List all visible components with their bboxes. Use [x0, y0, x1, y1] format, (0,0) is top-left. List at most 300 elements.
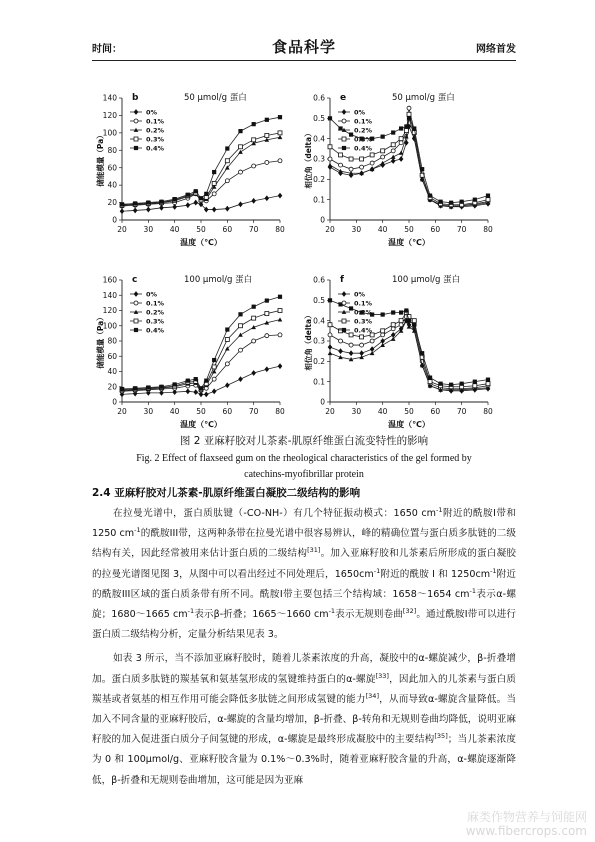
chart-e-data-point	[381, 149, 385, 153]
chart-f-data-point	[407, 319, 411, 323]
chart-e-legend-marker	[342, 146, 346, 150]
chart-f-data-point	[391, 327, 395, 331]
chart-b-y-tick-label: 40	[107, 180, 117, 190]
chart-e-data-point	[486, 198, 490, 202]
chart-e-data-point	[391, 143, 395, 147]
chart-b-data-point	[252, 122, 256, 126]
chart-e-x-tick-label: 70	[456, 225, 467, 234]
chart-e-series-2	[328, 116, 491, 209]
chart-f-x-tick-label: 40	[377, 407, 388, 416]
chart-c-legend-entry	[130, 327, 165, 335]
chart-c-data-point	[120, 387, 124, 391]
chart-c-x-tick-label: 40	[169, 407, 180, 416]
chart-b-x-tick-label: 60	[222, 225, 233, 234]
chart-e-data-point	[349, 167, 353, 171]
chart-c-legend-label: 0.1%	[146, 299, 165, 308]
chart-f-y-tick-label: 0	[320, 397, 325, 407]
chart-e-data-point	[370, 153, 374, 157]
chart-b-data-point	[239, 170, 243, 174]
chart-f-data-point	[486, 382, 490, 386]
figure-caption-en-line1: Fig. 2 Effect of flaxseed gum on the rheological characteristics of the gel formed by	[136, 453, 472, 464]
chart-f-legend-marker	[342, 328, 346, 332]
chart-b-legend-entry	[130, 118, 165, 126]
chart-e-data-point	[428, 194, 432, 198]
chart-f-data-point	[328, 323, 332, 327]
chart-f-series-0	[328, 318, 491, 394]
chart-c-y-label: 储能模量（Pa）	[96, 313, 105, 369]
chart-c-legend-entry	[130, 318, 165, 326]
chart-e-y-tick-label: 0.1	[313, 195, 325, 205]
chart-f-data-point	[486, 378, 490, 382]
chart-c-series-2	[120, 317, 283, 392]
chart-f-legend-label: 0.3%	[354, 317, 373, 326]
chart-e-y-label: 相位角（delta）	[304, 129, 313, 189]
chart-e-legend-marker	[342, 119, 346, 123]
chart-c-x-tick-label: 20	[117, 407, 127, 416]
chart-b-data-point	[204, 192, 208, 196]
chart-f-y-tick-label: 0.3	[313, 336, 325, 346]
chart-c-y-tick-label: 20	[107, 382, 117, 392]
chart-c-data-point	[212, 365, 216, 369]
para1-ref1: [31]	[307, 546, 321, 555]
chart-b-legend-label: 0.2%	[146, 126, 165, 135]
chart-c-data-point	[278, 309, 282, 313]
chart-f-legend-label: 0.2%	[354, 308, 373, 317]
chart-f-data-point	[349, 343, 353, 347]
chart-e-data-point	[381, 155, 385, 159]
chart-f-y-label: 相位角（delta）	[304, 311, 313, 371]
header-online-first: 网络首发	[476, 44, 516, 55]
chart-c-data-point	[239, 348, 243, 352]
chart-f-series-4	[328, 298, 490, 387]
chart-e-data-point	[349, 157, 353, 161]
chart-e-data-point	[473, 198, 477, 202]
chart-f-data-point	[428, 380, 432, 384]
chart-b-y-tick-label: 0	[112, 215, 117, 225]
chart-b-data-point	[186, 202, 191, 208]
chart-f-data-point	[420, 351, 424, 355]
chart-e-legend-entry	[338, 145, 373, 153]
chart-b-data-point	[225, 159, 229, 163]
para2-ref2: [34]	[365, 691, 379, 700]
chart-b-legend-marker	[134, 137, 138, 141]
chart-c-data-point	[265, 366, 270, 372]
chart-c-data-point	[238, 376, 243, 382]
chart-e-data-point	[399, 141, 403, 145]
chart-c-title: 100 μmol/g 蛋白	[184, 275, 253, 285]
chart-e-data-point	[399, 126, 403, 130]
chart-f-x-tick-label: 60	[430, 407, 441, 416]
chart-f-data-point	[404, 308, 408, 312]
chart-f-legend-entry	[338, 327, 373, 335]
chart-c-x-label: 温度（℃）	[180, 420, 222, 429]
chart-e-data-point	[486, 194, 490, 198]
paragraph-table3	[92, 649, 516, 790]
chart-b-data-point	[278, 159, 282, 163]
chart-f-data-point	[460, 382, 464, 386]
para1-sup7: -1	[328, 606, 336, 615]
para2-ref3: [35]	[434, 732, 448, 741]
chart-c-y-tick-label: 0	[112, 397, 117, 407]
chart-b-legend-label: 0%	[146, 108, 158, 117]
chart-e-legend-entry	[338, 109, 366, 117]
chart-f-data-point	[360, 335, 364, 339]
chart-c-data-point	[159, 385, 163, 389]
chart-c-legend-label: 0.3%	[146, 317, 165, 326]
chart-b-x-label: 温度（℃）	[180, 238, 222, 247]
chart-e-data-point	[338, 169, 343, 173]
chart-c-data-point	[252, 316, 256, 320]
chart-e-data-point	[391, 130, 395, 134]
chart-b-x-tick-label: 80	[275, 225, 285, 234]
chart-c-data-point	[204, 379, 208, 383]
figure-caption-en-line2: catechins-myofibrillar protein	[244, 469, 364, 480]
chart-c-data-point	[252, 339, 256, 343]
para1-sup6: -1	[187, 606, 195, 615]
para1-text-h: 表示β-折叠；1665～1660 cm	[194, 609, 329, 621]
page-header	[92, 38, 516, 61]
chart-f-data-point	[381, 333, 385, 337]
chart-b-y-tick-label: 20	[107, 198, 117, 208]
para1-sup5: -1	[469, 586, 477, 595]
chart-f-legend-label: 0%	[354, 290, 366, 299]
para2-text-a: 如表 3 所示，当不添加亚麻籽胶时，随着儿茶素浓度的升高，凝胶中的α-螺旋减少，β-折叠增加。蛋白质多肽链的羰基氧和氨基氢形成的氢键维持蛋白的α-螺旋	[92, 653, 516, 685]
chart-b-legend-entry	[130, 127, 165, 135]
chart-b-x-tick-label: 70	[248, 225, 259, 234]
chart-b-data-point	[146, 200, 150, 204]
section-heading: 2.4 亚麻籽胶对儿茶素-肌原纤维蛋白凝胶二级结构的影响	[92, 487, 361, 499]
chart-c-data-point	[278, 317, 283, 321]
para2-text-d: ；当儿茶素浓度为 0 和 100μmol/g、亚麻籽胶含量为 0.1%～0.3%时，随着亚麻籽胶含量的升高，α-螺旋逐渐降低，β-折叠和无规则卷曲增加，这可能是因为亚麻	[92, 734, 516, 786]
chart-b-data-point	[265, 195, 270, 201]
chart-e-x-label: 温度（℃）	[388, 238, 430, 247]
chart-e-legend-label: 0.1%	[354, 117, 373, 126]
chart-f-x-tick-label: 20	[325, 407, 335, 416]
chart-f-data-point	[360, 343, 364, 347]
chart-c-legend-marker	[134, 319, 138, 323]
chart-f-legend-entry	[338, 291, 366, 299]
chart-e-data-point	[349, 133, 353, 137]
chart-b-data-point	[238, 129, 242, 133]
chart-c-data-point	[199, 386, 203, 390]
chart-b-data-point	[278, 193, 283, 199]
figure-caption-zh: 图 2 亚麻籽胶对儿茶素-肌原纤维蛋白流变特性的影响	[179, 435, 429, 447]
chart-f-y-tick-label: 0.5	[313, 295, 325, 305]
chart-f-legend-label: 0.1%	[354, 299, 373, 308]
chart-f-legend-entry	[338, 318, 373, 326]
chart-b-data-point	[265, 160, 269, 164]
chart-e-data-point	[339, 163, 343, 167]
chart-f-data-point	[399, 310, 403, 314]
chart-e-y-tick-label: 0	[320, 215, 325, 225]
chart-e-data-point	[328, 157, 332, 161]
chart-b-series-4	[120, 115, 282, 206]
chart-f-data-point	[349, 306, 353, 310]
chart-f-data-point	[412, 319, 416, 323]
chart-c-x-tick-label: 30	[143, 407, 154, 416]
chart-c-legend-marker	[134, 301, 138, 305]
chart-e-panel-letter: e	[340, 93, 347, 103]
chart-c-series-line	[122, 335, 280, 391]
chart-c-legend-label: 0%	[146, 290, 158, 299]
chart-c-y-tick-label: 80	[107, 336, 117, 346]
chart-e-data-point	[328, 116, 332, 120]
chart-c-legend-entry	[130, 309, 165, 317]
chart-c-y-tick-label: 100	[102, 321, 117, 331]
chart-b-data-point	[120, 208, 125, 214]
chart-b-data-point	[212, 170, 216, 174]
chart-c-data-point	[146, 385, 150, 389]
chart-f-y-tick-label: 0.4	[313, 316, 325, 326]
para1-text-c: 的酰胺III带，这两种条带在拉曼光谱中很容易辨认，峰的精确位置与蛋白质多肽链的二级结构有关，因此经常被用来估计蛋白质的二级结构	[92, 528, 516, 560]
chart-b-storage-modulus	[92, 84, 300, 254]
chart-f-data-point	[328, 298, 332, 302]
chart-f-data-point	[391, 310, 395, 314]
chart-b-y-label: 储能模量（Pa）	[96, 131, 105, 187]
chart-c-series-3	[120, 309, 282, 392]
chart-c-y-tick-label: 40	[107, 367, 117, 377]
chart-f-data-point	[391, 323, 395, 327]
para1-text-e: 附近的酰胺 I 和 1250cm	[380, 568, 491, 580]
chart-b-data-point	[159, 200, 163, 204]
chart-f-legend-entry	[338, 309, 373, 317]
chart-c-data-point	[193, 389, 198, 395]
para1-ref2: [32]	[402, 606, 417, 615]
chart-e-legend-label: 0.3%	[354, 135, 373, 144]
chart-b-y-tick-label: 100	[102, 128, 117, 138]
chart-e-x-tick-label: 40	[377, 225, 388, 234]
chart-f-data-point	[381, 312, 385, 316]
chart-b-data-point	[238, 201, 243, 207]
figure-caption-en	[92, 451, 516, 483]
chart-e-data-point	[407, 106, 411, 110]
chart-b-data-point	[278, 115, 282, 119]
chart-b-x-tick-label: 50	[196, 225, 206, 234]
para1-sup2: -1	[134, 526, 141, 535]
chart-f-data-point	[338, 348, 343, 354]
chart-e-data-point	[370, 161, 374, 165]
watermark-site-name: 麻类作物营养与饲能网	[466, 810, 587, 824]
chart-e-legend-marker	[342, 109, 347, 115]
chart-e-data-point	[399, 137, 403, 141]
chart-c-legend-entry	[130, 291, 158, 299]
chart-b-legend-entry	[130, 145, 165, 153]
chart-f-data-point	[349, 350, 354, 356]
chart-e-legend-entry	[338, 127, 373, 135]
chart-e-phase-angle	[300, 84, 510, 254]
chart-f-data-point	[399, 323, 403, 327]
chart-c-data-point	[212, 377, 216, 381]
chart-e-data-point	[420, 167, 424, 171]
chart-e-data-point	[404, 124, 408, 128]
chart-c-x-tick-label: 60	[222, 407, 233, 416]
chart-e-data-point	[460, 200, 464, 204]
chart-f-data-point	[439, 382, 443, 386]
chart-e-data-point	[328, 163, 333, 167]
chart-b-x-tick-label: 30	[143, 225, 154, 234]
chart-c-data-point	[133, 386, 137, 390]
chart-c-data-point	[186, 388, 191, 394]
chart-e-y-tick-label: 0.4	[313, 134, 325, 144]
chart-b-data-point	[194, 189, 198, 193]
chart-b-data-point	[239, 145, 243, 149]
chart-f-phase-angle	[300, 266, 510, 436]
para1-sup3: -1	[373, 566, 381, 575]
paragraph-raman	[92, 504, 516, 645]
chart-b-x-tick-label: 40	[169, 225, 180, 234]
chart-c-data-point	[278, 333, 282, 337]
para1-text-j: 。通过酰胺I带可以进行蛋白质二级结构分析，定量分析结果见表 3。	[92, 609, 516, 641]
chart-e-y-tick-label: 0.5	[313, 113, 325, 123]
chart-c-data-point	[251, 370, 256, 376]
chart-c-data-point	[238, 333, 243, 337]
chart-e-legend-marker	[342, 137, 346, 141]
chart-e-x-tick-label: 30	[351, 225, 362, 234]
chart-c-x-tick-label: 80	[275, 407, 285, 416]
chart-b-data-point	[252, 164, 256, 168]
watermark-url: www.fibercrops.com	[465, 824, 587, 838]
chart-f-legend-marker	[342, 301, 346, 305]
chart-b-x-tick-label: 20	[117, 225, 127, 234]
chart-e-data-point	[391, 155, 396, 159]
chart-c-data-point	[239, 324, 243, 328]
chart-f-data-point	[370, 339, 374, 343]
chart-b-y-tick-label: 60	[107, 163, 117, 173]
chart-f-data-point	[473, 380, 477, 384]
para1-text-a: 在拉曼光谱中，蛋白质肽键（-CO-NH-）有几个特征振动模式：1650 cm	[113, 508, 437, 519]
chart-e-data-point	[399, 151, 404, 155]
chart-c-data-point	[225, 337, 229, 341]
chart-c-data-point	[225, 362, 229, 366]
chart-f-data-point	[412, 323, 416, 327]
chart-c-data-point	[212, 388, 217, 394]
chart-f-x-label: 温度（℃）	[388, 420, 430, 429]
chart-e-x-tick-label: 80	[483, 225, 493, 234]
chart-b-data-point	[193, 200, 198, 206]
chart-c-data-point	[278, 363, 283, 369]
chart-b-legend-marker	[134, 109, 139, 115]
chart-e-data-point	[391, 158, 396, 164]
chart-c-y-tick-label: 120	[102, 306, 117, 316]
chart-c-series-4	[120, 295, 282, 391]
chart-f-x-tick-label: 70	[456, 407, 467, 416]
chart-e-data-point	[412, 126, 416, 130]
chart-b-data-point	[173, 197, 177, 201]
chart-b-legend-entry	[130, 136, 165, 144]
chart-e-data-point	[380, 161, 385, 165]
chart-f-legend-marker	[342, 319, 346, 323]
para1-text-i: 表示无规则卷曲	[335, 609, 403, 621]
chart-f-data-point	[399, 319, 403, 323]
chart-b-data-point	[212, 181, 216, 185]
chart-c-legend-marker	[134, 328, 138, 332]
chart-e-y-tick-label: 0.6	[313, 93, 325, 103]
chart-e-y-tick-label: 0.2	[313, 174, 325, 184]
chart-f-panel-letter: f	[340, 275, 344, 285]
chart-c-data-point	[278, 295, 282, 299]
chart-e-legend-label: 0.2%	[354, 126, 373, 135]
chart-c-x-tick-label: 70	[248, 407, 259, 416]
chart-c-data-point	[265, 312, 269, 316]
chart-f-data-point	[328, 344, 333, 350]
chart-c-legend-label: 0.4%	[146, 326, 165, 335]
para1-text-f: 附近的酰胺III区域的蛋白质条带有所不同。酰胺I带主要包括三个结构域：1658～1654 cm	[92, 568, 516, 600]
chart-c-data-point	[194, 377, 198, 381]
chart-b-legend-label: 0.3%	[146, 135, 165, 144]
chart-f-legend-marker	[342, 291, 347, 297]
chart-b-legend-entry	[130, 109, 158, 117]
chart-c-data-point	[186, 379, 190, 383]
chart-f-data-point	[328, 351, 333, 355]
chart-f-x-tick-label: 80	[483, 407, 493, 416]
para1-text-d: 。加入亚麻籽胶和儿茶素后所形成的蛋白凝胶的拉曼光谱图见图 3，从图中可以看出经过不同处理后，1650cm	[92, 548, 517, 580]
chart-f-data-point	[328, 333, 332, 337]
chart-c-x-tick-label: 50	[196, 407, 206, 416]
body-text	[92, 504, 516, 795]
chart-e-y-tick-label: 0.3	[313, 154, 325, 164]
chart-f-data-point	[473, 384, 477, 388]
chart-f-y-tick-label: 0.6	[313, 275, 325, 285]
chart-f-x-tick-label: 30	[351, 407, 362, 416]
chart-f-data-point	[428, 376, 432, 380]
chart-b-data-point	[225, 146, 229, 150]
para1-sup4: -1	[490, 566, 497, 575]
chart-f-y-tick-label: 0.1	[313, 377, 325, 387]
chart-b-data-point	[120, 202, 124, 206]
chart-b-legend-label: 0.1%	[146, 117, 165, 126]
chart-f-series-2	[328, 318, 491, 391]
chart-c-panel-letter: c	[132, 275, 138, 285]
chart-e-data-point	[339, 153, 343, 157]
chart-e-x-tick-label: 20	[325, 225, 335, 234]
chart-e-data-point	[381, 135, 385, 139]
chart-e-legend-label: 0.4%	[354, 144, 373, 153]
para1-text-g: 表示α-螺旋；1680～1665 cm	[92, 588, 516, 621]
chart-b-data-point	[133, 208, 138, 214]
chart-b-y-tick-label: 120	[102, 111, 117, 121]
chart-b-legend-marker	[134, 146, 138, 150]
chart-b-title: 50 μmol/g 蛋白	[184, 93, 247, 103]
chart-e-data-point	[360, 165, 364, 169]
chart-f-data-point	[449, 383, 453, 387]
chart-c-data-point	[252, 305, 256, 309]
chart-c-y-tick-label: 140	[102, 290, 117, 300]
chart-c-y-tick-label: 160	[102, 275, 117, 285]
chart-f-x-tick-label: 50	[404, 407, 414, 416]
para2-text-c: ，从而导致α-螺旋含量降低。当加入不同含量的亚麻籽胶后，α-螺旋的含量均增加，β-折叠、β-转角和无规则卷曲均降低，说明亚麻籽胶的加入促进蛋白质分子间氢键的形成，α-螺旋是最终形成凝胶中的主要结构	[92, 693, 516, 746]
chart-b-y-tick-label: 80	[107, 145, 117, 155]
chart-f-data-point	[381, 329, 385, 333]
chart-e-data-point	[360, 157, 364, 161]
chart-e-data-point	[439, 200, 443, 204]
chart-c-data-point	[173, 382, 177, 386]
chart-b-legend-marker	[134, 119, 138, 123]
para2-ref1: [33]	[375, 671, 389, 680]
chart-b-data-point	[238, 150, 243, 154]
chart-e-title: 50 μmol/g 蛋白	[392, 93, 455, 103]
chart-c-data-point	[265, 334, 269, 338]
chart-b-panel-letter: b	[132, 93, 139, 103]
chart-b-data-point	[186, 193, 190, 197]
chart-c-data-point	[225, 382, 230, 388]
chart-e-data-point	[391, 149, 395, 153]
chart-b-data-point	[225, 206, 230, 212]
chart-b-data-point	[199, 196, 203, 200]
chart-b-data-point	[133, 201, 137, 205]
chart-e-data-point	[399, 156, 404, 162]
chart-e-legend-entry	[338, 118, 373, 126]
chart-e-x-tick-label: 50	[404, 225, 414, 234]
